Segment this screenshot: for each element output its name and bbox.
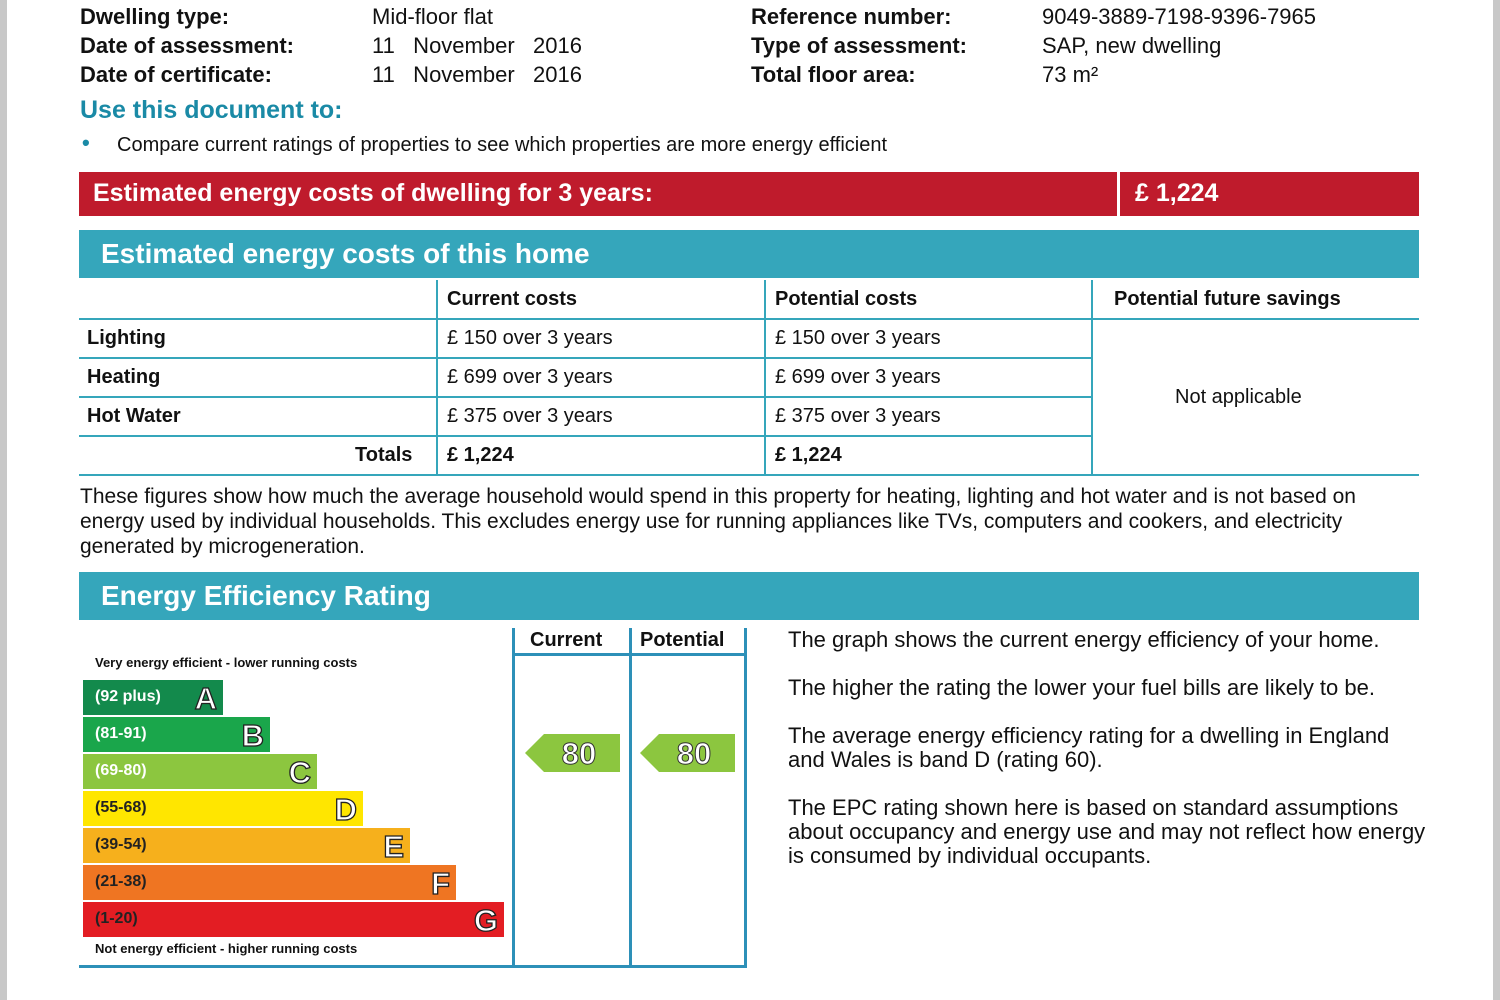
dwelling-type-value: Mid-floor flat: [372, 4, 494, 29]
total-cost-bar: [79, 172, 1419, 216]
rating-band-c: [83, 754, 317, 789]
column-divider: [512, 628, 515, 968]
total-cost-value: £ 1,224: [1135, 179, 1219, 207]
assessment-type-label: Type of assessment:: [751, 33, 968, 58]
rating-band-g: [83, 902, 504, 937]
lighting-potential: £ 150 over 3 years: [775, 327, 941, 349]
band-range: (69-80): [95, 762, 147, 779]
rating-band-b: [83, 717, 270, 752]
reference-value: 9049-3889-7198-9396-7965: [1042, 4, 1317, 29]
rating-paragraph: The EPC rating shown here is based on standard assumptions about occupancy and energy use and may not reflect how energy is consumed by individual occupants.: [788, 795, 1426, 868]
band-letter: D: [334, 792, 357, 827]
rating-paragraph: The graph shows the current energy efficiency of your home.: [788, 627, 1380, 652]
savings-value: Not applicable: [1175, 386, 1302, 408]
row-divider: [79, 435, 1092, 437]
floor-area-value: 73 m²: [1042, 62, 1099, 87]
band-range: (92 plus): [95, 688, 161, 705]
header-potential-costs: Potential costs: [775, 288, 918, 310]
row-divider: [79, 474, 1419, 476]
header-potential-savings: Potential future savings: [1114, 288, 1341, 310]
heating-potential: £ 699 over 3 years: [775, 366, 941, 388]
heating-current: £ 699 over 3 years: [447, 366, 613, 388]
column-divider: [629, 628, 632, 968]
row-divider: [79, 965, 747, 968]
rating-paragraph: The higher the rating the lower your fuel bills are likely to be.: [788, 675, 1375, 700]
date-assessment-label: Date of assessment:: [80, 33, 294, 58]
band-letter: F: [431, 866, 450, 901]
costs-note: These figures show how much the average household would spend in this property for heating, lighting and hot water and is not based on energy used by individual households. This excludes energy use for running appliances like TVs, computers and cookers, and electricity generated by microgeneration.: [80, 485, 1356, 558]
rating-section-header: [79, 572, 1419, 620]
row-divider: [512, 653, 747, 656]
current-rating-arrow: [525, 734, 620, 772]
band-range: (39-54): [95, 836, 147, 853]
row-divider: [79, 357, 1092, 359]
reference-label: Reference number:: [751, 4, 952, 29]
band-letter: B: [241, 718, 264, 753]
band-letter: A: [194, 681, 217, 716]
page-frame-left: [0, 0, 7, 1000]
row-label-heating: Heating: [87, 366, 161, 388]
costs-table: [79, 280, 1419, 477]
bottom-caption: Not energy efficient - higher running costs: [95, 941, 358, 956]
rating-chart: [79, 628, 751, 970]
potential-rating-arrow: [640, 734, 735, 772]
totals-potential: £ 1,224: [775, 444, 842, 466]
date-certificate-label: Date of certificate:: [80, 62, 272, 87]
costs-section-header: [79, 230, 1419, 278]
divider: [1117, 172, 1120, 216]
rating-section-title: Energy Efficiency Rating: [101, 580, 431, 611]
date-certificate-value: 11 November 2016: [372, 62, 582, 87]
rating-explanation: [788, 628, 1428, 892]
row-label-lighting: Lighting: [87, 327, 166, 349]
header-current-costs: Current costs: [447, 288, 578, 310]
top-caption: Very energy efficient - lower running costs: [95, 655, 358, 670]
use-heading: Use this document to:: [80, 96, 343, 124]
page-frame-right: [1493, 0, 1500, 1000]
totals-current: £ 1,224: [447, 444, 514, 466]
row-label-hot-water: Hot Water: [87, 405, 181, 427]
hot-water-potential: £ 375 over 3 years: [775, 405, 941, 427]
dwelling-type-label: Dwelling type:: [80, 4, 230, 29]
row-divider: [79, 318, 1419, 320]
column-divider: [436, 280, 438, 475]
total-cost-label: Estimated energy costs of dwelling for 3 years:: [93, 179, 653, 207]
band-range: (21-38): [95, 873, 147, 890]
column-divider: [764, 280, 766, 475]
rating-band-f: [83, 865, 456, 900]
potential-column-label: Potential: [640, 629, 725, 651]
column-divider: [744, 628, 747, 968]
row-divider: [79, 396, 1092, 398]
bullet-icon: •: [82, 130, 90, 155]
column-divider: [1091, 280, 1093, 475]
current-column-label: Current: [530, 629, 603, 651]
totals-label: Totals: [355, 444, 413, 466]
rating-paragraph: The average energy efficiency rating for a dwelling in England and Wales is band D (rating 60).: [788, 723, 1390, 772]
band-range: (1-20): [95, 910, 138, 927]
current-rating-value: 80: [561, 736, 597, 771]
assessment-type-value: SAP, new dwelling: [1042, 33, 1222, 58]
costs-section-title: Estimated energy costs of this home: [101, 238, 590, 269]
rating-band-a: [83, 680, 223, 715]
band-range: (81-91): [95, 725, 147, 742]
use-item: Compare current ratings of properties to see which properties are more energy efficient: [117, 134, 888, 156]
band-letter: E: [383, 829, 404, 864]
lighting-current: £ 150 over 3 years: [447, 327, 613, 349]
band-range: (55-68): [95, 799, 147, 816]
band-letter: C: [288, 755, 311, 790]
band-letter: G: [473, 903, 498, 938]
potential-rating-value: 80: [676, 736, 712, 771]
date-assessment-value: 11 November 2016: [372, 33, 582, 58]
hot-water-current: £ 375 over 3 years: [447, 405, 613, 427]
floor-area-label: Total floor area:: [751, 62, 916, 87]
rating-band-d: [83, 791, 363, 826]
rating-band-e: [83, 828, 410, 863]
